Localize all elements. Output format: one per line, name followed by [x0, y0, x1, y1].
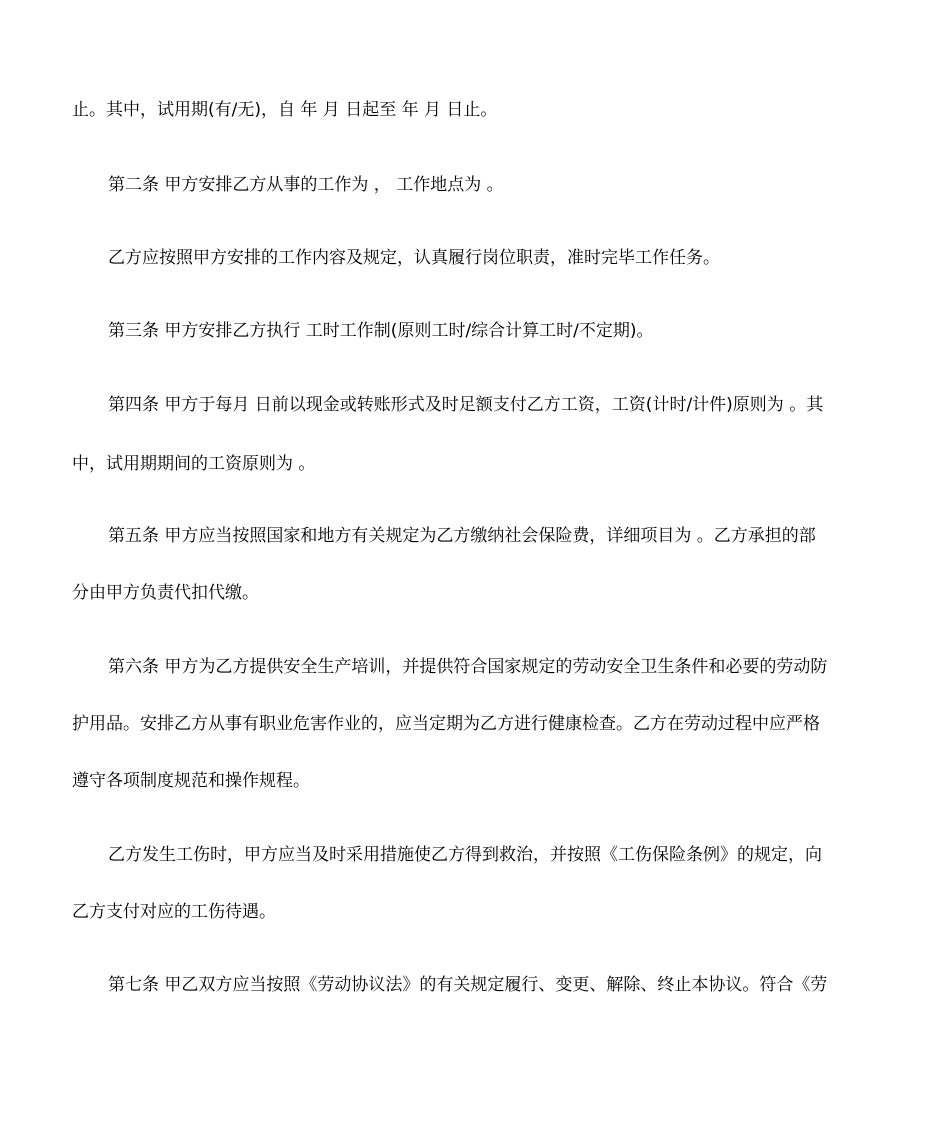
text-line-1: 止。其中，试用期(有/无)，自 年 月 日起至 年 月 日止。 [72, 100, 498, 120]
text-line-6: 中，试用期期间的工资原则为 。 [72, 454, 316, 474]
text-line-article-6: 第六条 甲方为乙方提供安全生产培训，并提供符合国家规定的劳动安全卫生条件和必要的劳动防 [108, 657, 828, 677]
text-line-article-3: 第三条 甲方安排乙方执行 工时工作制(原则工时/综合计算工时/不定期)。 [108, 321, 654, 341]
text-line-10: 护用品。安排乙方从事有职业危害作业的，应当定期为乙方进行健康检查。乙方在劳动过程中应严格 [72, 714, 820, 734]
text-line-article-5: 第五条 甲方应当按照国家和地方有关规定为乙方缴纳社会保险费，详细项目为 。乙方承担的部 [108, 526, 816, 546]
text-line-article-7: 第七条 甲乙双方应当按照《劳动协议法》的有关规定履行、变更、解除、终止本协议。符合《劳 [108, 975, 828, 995]
text-line-3: 乙方应按照甲方安排的工作内容及规定，认真履行岗位职责，准时完毕工作任务。 [108, 248, 720, 268]
text-line-13: 乙方支付对应的工伤待遇。 [72, 902, 276, 922]
text-line-article-4: 第四条 甲方于每月 日前以现金或转账形式及时足额支付乙方工资，工资(计时/计件)原则为 。其 [108, 395, 824, 415]
text-line-8: 分由甲方负责代扣代缴。 [72, 583, 259, 603]
text-line-article-2: 第二条 甲方安排乙方从事的工作为 ， 工作地点为 。 [108, 175, 504, 195]
text-line-11: 遵守各项制度规范和操作规程。 [72, 771, 310, 791]
text-line-12: 乙方发生工伤时，甲方应当及时采用措施使乙方得到救治，并按照《工伤保险条例》的规定，向 [108, 845, 822, 865]
